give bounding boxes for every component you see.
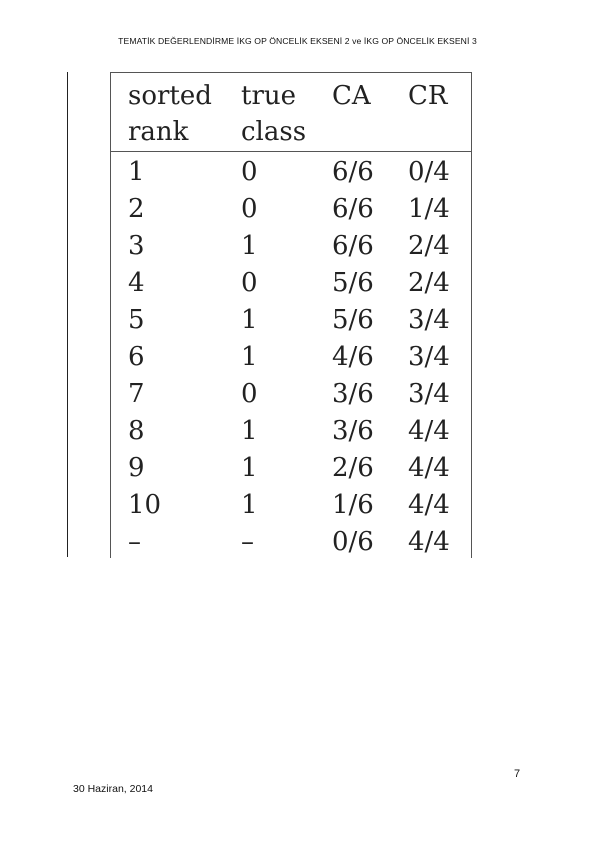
table-cell-class: 0 xyxy=(241,157,258,187)
table-cell-class: 1 xyxy=(241,453,258,483)
page-header: TEMATİK DEĞERLENDİRME İKG OP ÖNCELİK EKSENİ 2 ve İKG OP ÖNCELİK EKSENİ 3 xyxy=(118,36,477,46)
table-cell-class: – xyxy=(241,527,254,557)
table-cell-cr: 3/4 xyxy=(408,305,450,335)
table-cell-ca: 3/6 xyxy=(332,379,374,409)
table-cell-ca: 1/6 xyxy=(332,490,374,520)
table-cell-ca: 5/6 xyxy=(332,268,374,298)
table-cell-rank: 5 xyxy=(128,305,145,335)
table-cell-class: 1 xyxy=(241,490,258,520)
table-cell-class: 0 xyxy=(241,268,258,298)
margin-rule xyxy=(67,72,68,557)
table-cell-class: 1 xyxy=(241,416,258,446)
table-cell-ca: 6/6 xyxy=(332,194,374,224)
header-divider xyxy=(111,151,471,152)
table-cell-cr: 4/4 xyxy=(408,416,450,446)
table-cell-class: 1 xyxy=(241,342,258,372)
column-header-cr: CR xyxy=(408,81,448,111)
table-cell-class: 1 xyxy=(241,231,258,261)
table-cell-cr: 3/4 xyxy=(408,342,450,372)
column-header-class-line2: class xyxy=(241,117,307,147)
table-cell-cr: 4/4 xyxy=(408,527,450,557)
table-cell-rank: 8 xyxy=(128,416,145,446)
page-number: 7 xyxy=(514,768,521,780)
table-cell-rank: 4 xyxy=(128,268,145,298)
column-header-rank-line2: rank xyxy=(128,117,189,147)
table-cell-class: 0 xyxy=(241,194,258,224)
table-cell-cr: 1/4 xyxy=(408,194,450,224)
table-cell-ca: 0/6 xyxy=(332,527,374,557)
column-header-rank-line1: sorted xyxy=(128,81,212,111)
table-cell-ca: 4/6 xyxy=(332,342,374,372)
table-cell-cr: 3/4 xyxy=(408,379,450,409)
table-cell-rank: – xyxy=(128,527,141,557)
table-cell-rank: 1 xyxy=(128,157,145,187)
table-cell-ca: 6/6 xyxy=(332,231,374,261)
table-cell-ca: 3/6 xyxy=(332,416,374,446)
table-cell-ca: 6/6 xyxy=(332,157,374,187)
table-cell-ca: 2/6 xyxy=(332,453,374,483)
table-cell-cr: 0/4 xyxy=(408,157,450,187)
table-cell-cr: 4/4 xyxy=(408,453,450,483)
column-header-class-line1: true xyxy=(241,81,297,111)
table-cell-rank: 7 xyxy=(128,379,145,409)
table-cell-class: 1 xyxy=(241,305,258,335)
table-cell-rank: 2 xyxy=(128,194,145,224)
column-header-ca: CA xyxy=(332,81,371,111)
table-cell-rank: 10 xyxy=(128,490,162,520)
table-cell-rank: 9 xyxy=(128,453,145,483)
table-cell-rank: 6 xyxy=(128,342,145,372)
table-cell-class: 0 xyxy=(241,379,258,409)
table-cell-cr: 2/4 xyxy=(408,231,450,261)
table-cell-rank: 3 xyxy=(128,231,145,261)
footer-date: 30 Haziran, 2014 xyxy=(73,783,153,795)
table-cell-cr: 4/4 xyxy=(408,490,450,520)
table-cell-ca: 5/6 xyxy=(332,305,374,335)
table-cell-cr: 2/4 xyxy=(408,268,450,298)
ranking-table-figure xyxy=(110,72,472,558)
